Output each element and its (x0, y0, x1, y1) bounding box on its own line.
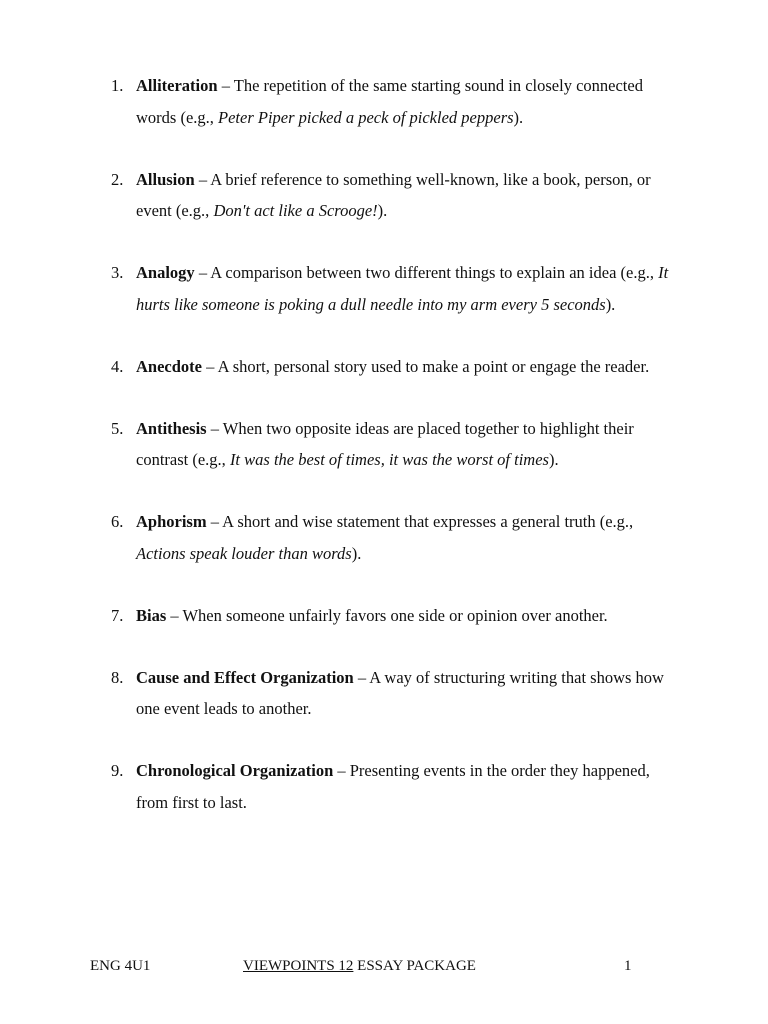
footer-course-code: ENG 4U1 (90, 958, 151, 974)
term-name: Cause and Effect Organization (136, 667, 354, 687)
term-name: Alliteration (136, 76, 218, 95)
footer-title-underlined: VIEWPOINTS 12 (243, 958, 354, 974)
glossary-list (104, 70, 684, 849)
item-number: 2. (111, 169, 124, 189)
term-name: Aphorism (136, 512, 207, 531)
item-number: 8. (111, 667, 124, 687)
term-example: It hurts like someone is poking a dull needle into my arm every 5 seconds (136, 263, 669, 314)
term-definition: – A comparison between two different things to explain an idea (e.g., (194, 263, 659, 282)
term-tail: ). (605, 294, 616, 314)
glossary-item (104, 506, 684, 569)
item-number: 3. (111, 263, 124, 282)
term-example: Actions speak louder than words (136, 543, 352, 563)
term-name: Analogy (136, 263, 195, 282)
item-number: 9. (111, 761, 124, 780)
term-name: Chronological Organization (136, 761, 334, 780)
glossary-item (104, 164, 684, 227)
term-name: Allusion (136, 169, 195, 189)
term-tail: ). (548, 450, 559, 469)
glossary-item (104, 351, 684, 383)
term-tail: ). (377, 201, 388, 220)
glossary-item (104, 70, 684, 133)
item-number: 6. (111, 512, 124, 531)
glossary-item (104, 662, 684, 725)
term-definition: – A way of structuring writing that shows how one event leads to another. (136, 667, 664, 718)
item-number: 1. (111, 76, 124, 95)
term-definition: – A brief reference to something well-known, like a book, person, or event (e.g., (136, 169, 651, 220)
glossary-item (104, 413, 684, 476)
term-definition: – A short, personal story used to make a point or engage the reader. (201, 356, 650, 376)
term-tail: ). (351, 543, 362, 563)
term-definition: – When someone unfairly favors one side or opinion over another. (166, 605, 608, 625)
footer-document-title (243, 958, 476, 975)
term-name: Antithesis (136, 418, 207, 438)
term-example: Don't act like a Scrooge! (213, 201, 378, 220)
footer-page-number: 1 (624, 958, 632, 974)
term-definition: – Presenting events in the order they happened, from first to last. (136, 761, 650, 812)
term-name: Anecdote (136, 356, 202, 376)
term-definition: – The repetition of the same starting sound in closely connected words (e.g., (136, 76, 643, 127)
term-tail: ). (513, 107, 524, 127)
item-number: 5. (111, 418, 124, 438)
glossary-item (104, 257, 684, 320)
item-number: 4. (111, 356, 124, 376)
page-footer (0, 958, 768, 980)
glossary-item (104, 600, 684, 632)
term-example: Peter Piper picked a peck of pickled peppers (218, 107, 514, 127)
glossary-item (104, 755, 684, 818)
term-definition: – A short and wise statement that expresses a general truth (e.g., (206, 512, 634, 531)
item-number: 7. (111, 605, 124, 625)
term-example: It was the best of times, it was the worst of times (229, 450, 549, 469)
term-name: Bias (136, 605, 167, 625)
footer-title-rest: ESSAY PACKAGE (353, 958, 476, 974)
term-definition: – When two opposite ideas are placed together to highlight their contrast (e.g., (136, 418, 634, 469)
